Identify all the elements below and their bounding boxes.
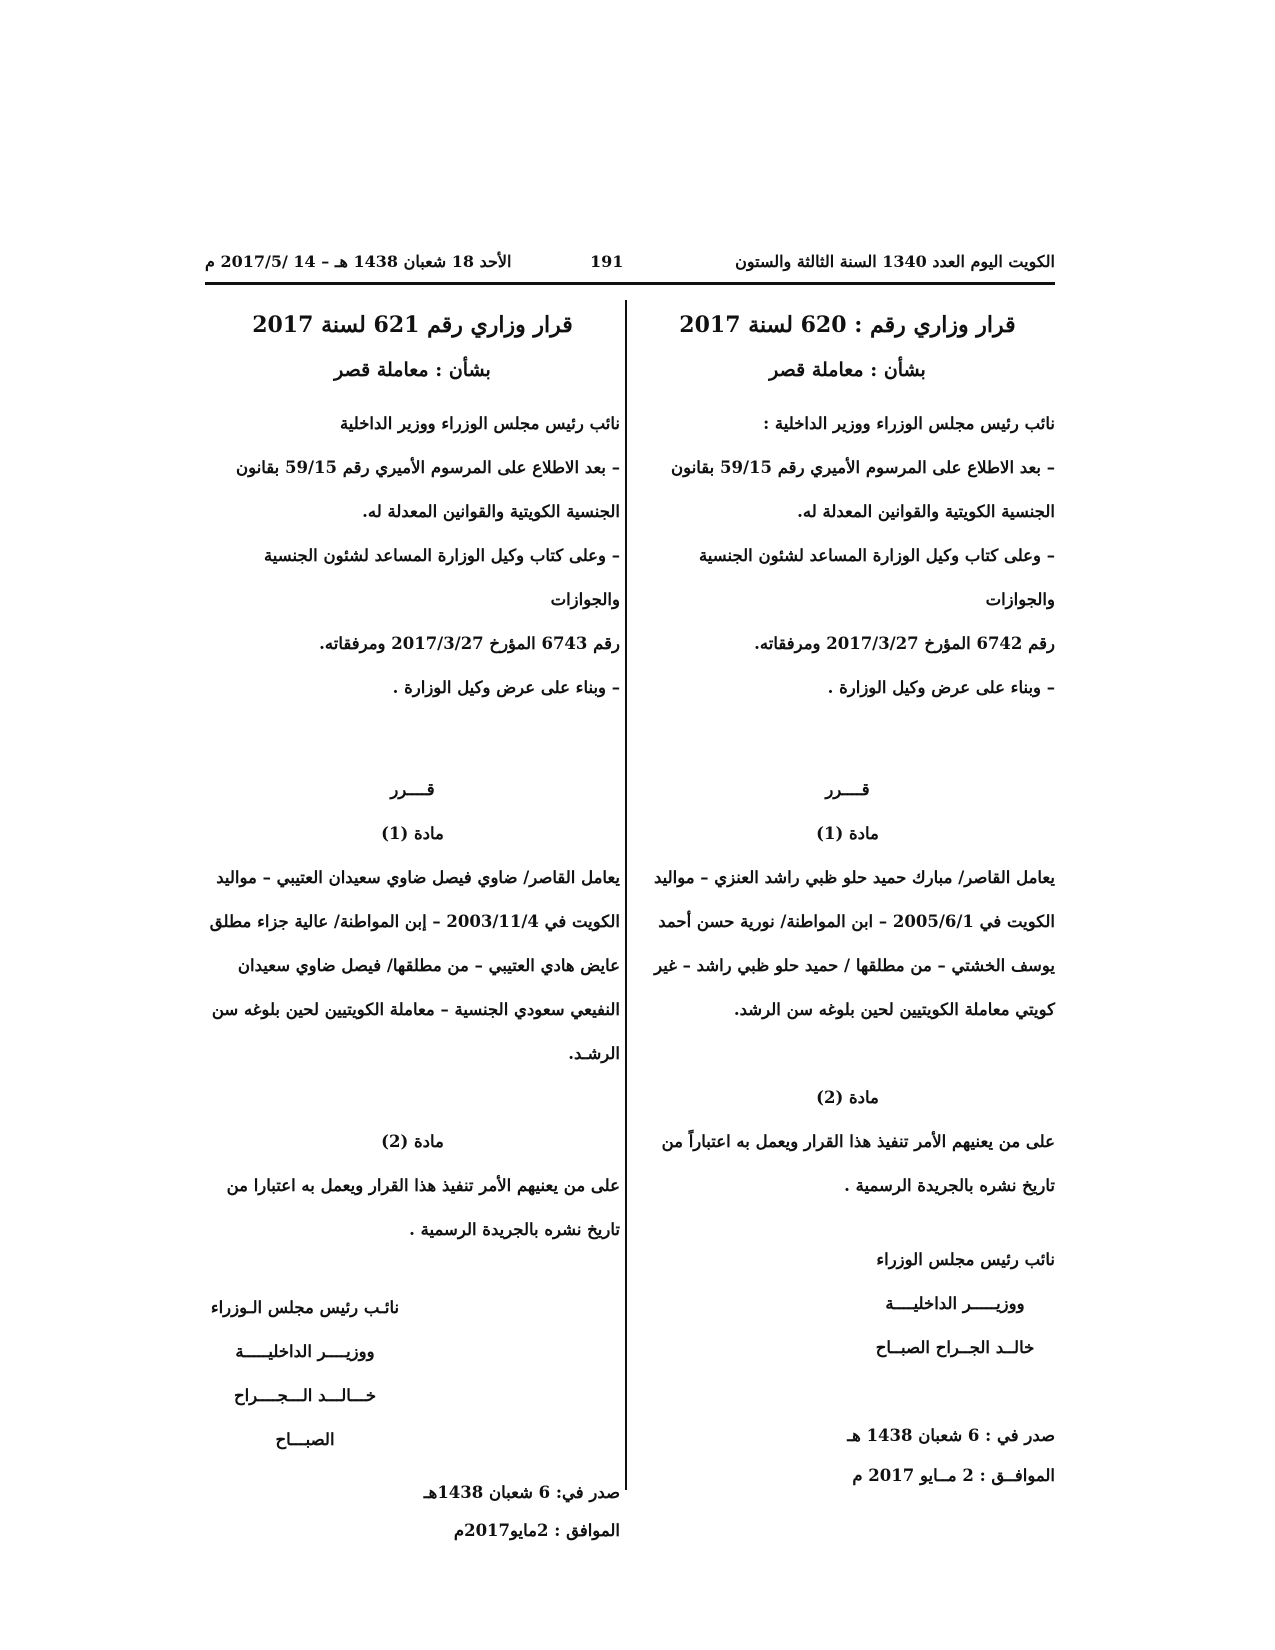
issued-date: صدر في: 6 شعبان 1438هـ <box>423 1483 620 1502</box>
decree-subject: بشأن : معاملة قصر <box>334 359 491 381</box>
article-1-line: الكويت في 2003/11/4 – إبن المواطنة/ عالية جزاء مطلق <box>209 912 620 931</box>
article-2-line: على من يعنيهم الأمر تنفيذ هذا القرار ويعمل به اعتباراً من <box>661 1132 1055 1151</box>
article-1-line: كويتي معاملة الكويتيين لحين بلوغه سن الرشد. <box>733 1000 1055 1019</box>
decree-subject: بشأن : معاملة قصر <box>769 359 926 381</box>
signature-line: ووزيــــر الداخليـــــة <box>235 1342 375 1361</box>
preamble-line: – بعد الاطلاع على المرسوم الأميري رقم 59/15 بقانون <box>671 458 1055 477</box>
signature-line: ووزيـــــر الداخليــــة <box>885 1294 1025 1313</box>
decree-word: قــــرر <box>825 780 870 799</box>
signature-line: نائب رئيس مجلس الوزراء <box>876 1250 1055 1269</box>
article-1-line: الكويت في 2005/6/1 – ابن المواطنة/ نورية حسن أحمد <box>658 912 1055 931</box>
article-1-line: يعامل القاصر/ مبارك حميد حلو ظبي راشد العنزي – مواليد <box>653 868 1055 887</box>
decree-621 <box>205 300 620 1550</box>
signer-name: خـــالـــد الـــجــــراح الصبـــاح <box>233 1386 377 1449</box>
article-1-title: مادة (1) <box>816 824 879 843</box>
preamble-line: رقم 6742 المؤرخ 2017/3/27 ومرفقاته. <box>754 634 1055 653</box>
preamble-line: رقم 6743 المؤرخ 2017/3/27 ومرفقاته. <box>319 634 620 653</box>
signature-block <box>640 1238 1055 1370</box>
publication-info: الكويت اليوم العدد 1340 السنة الثالثة والستون <box>735 252 1055 271</box>
header-rule <box>205 282 1055 285</box>
article-1-line: يعامل القاصر/ ضاوي فيصل ضاوي سعيدان العتيبي – مواليد <box>216 868 620 887</box>
signature-block <box>205 1286 405 1462</box>
decree-title: قرار وزاري رقم 621 لسنة 2017 <box>252 312 573 338</box>
decree-620 <box>640 300 1055 1494</box>
preamble-line: – بعد الاطلاع على المرسوم الأميري رقم 59/15 بقانون <box>236 458 620 477</box>
article-1-line: الرشـد. <box>568 1044 620 1063</box>
article-2-line: على من يعنيهم الأمر تنفيذ هذا القرار ويعمل به اعتبارا من <box>226 1176 620 1195</box>
page-number: 191 <box>590 252 624 271</box>
decree-word: قــــرر <box>390 780 435 799</box>
corresponding-date: الموافق : 2مايو2017م <box>453 1521 620 1540</box>
corresponding-date: الموافــق : 2 مــايو 2017 م <box>852 1466 1055 1485</box>
preamble-line: – وبناء على عرض وكيل الوزارة . <box>827 678 1055 697</box>
article-1-line: عايض هادي العتيبي – من مطلقها/ فيصل ضاوي سعيدان <box>237 956 620 975</box>
decree-intro: نائب رئيس مجلس الوزراء ووزير الداخلية <box>339 414 620 433</box>
article-2-title: مادة (2) <box>381 1132 444 1151</box>
decree-title: قرار وزاري رقم : 620 لسنة 2017 <box>679 312 1016 338</box>
preamble-line: الجنسية الكويتية والقوانين المعدلة له. <box>362 502 620 521</box>
article-1-line: يوسف الخشتي – من مطلقها / حميد حلو ظبي راشد – غير <box>654 956 1055 975</box>
article-1-title: مادة (1) <box>381 824 444 843</box>
preamble-line: – وعلى كتاب وكيل الوزارة المساعد لشئون الجنسية والجوازات <box>263 546 620 609</box>
signer-name: خالــد الجــراح الصبــاح <box>875 1338 1035 1357</box>
article-2-title: مادة (2) <box>816 1088 879 1107</box>
column-divider <box>625 300 627 1490</box>
article-2-line: تاريخ نشره بالجريدة الرسمية . <box>409 1220 620 1239</box>
preamble-line: – وبناء على عرض وكيل الوزارة . <box>392 678 620 697</box>
signature-line: نائـب رئيس مجلس الـوزراء <box>210 1298 400 1317</box>
issue-date: الأحد 18 شعبان 1438 هـ – 14 /2017/5 م <box>205 252 512 271</box>
issued-date: صدر في : 6 شعبان 1438 هـ <box>847 1426 1055 1445</box>
decree-intro: نائب رئيس مجلس الوزراء ووزير الداخلية : <box>763 414 1055 433</box>
article-2-line: تاريخ نشره بالجريدة الرسمية . <box>844 1176 1055 1195</box>
page-header <box>205 252 1055 278</box>
preamble-line: الجنسية الكويتية والقوانين المعدلة له. <box>797 502 1055 521</box>
preamble-line: – وعلى كتاب وكيل الوزارة المساعد لشئون الجنسية والجوازات <box>698 546 1055 609</box>
article-1-line: النفيعي سعودي الجنسية – معاملة الكويتيين لحين بلوغه سن <box>211 1000 620 1019</box>
